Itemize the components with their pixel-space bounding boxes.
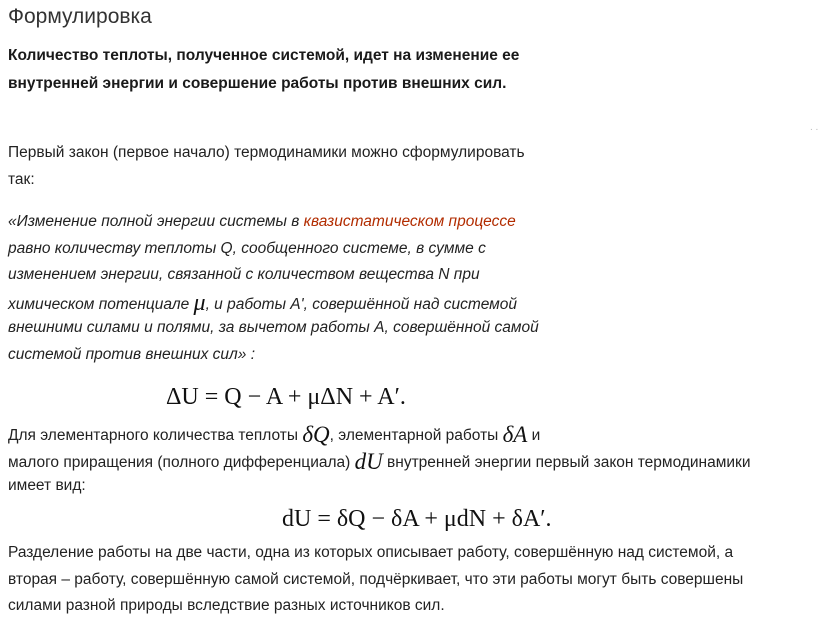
quote-line-3: изменением энергии, связанной с количеством вещества N при <box>8 266 480 283</box>
quasistatic-process-link[interactable]: квазистатическом процессе <box>303 213 516 230</box>
quote-line-2: равно количеству теплоты Q, сообщенного системе, в сумме с <box>8 240 486 257</box>
stray-dots: . . <box>810 122 819 133</box>
intro-line-1: Первый закон (первое начало) термодинамики можно сформулировать <box>8 144 525 161</box>
quote-line-4-end: , и работы A', совершённой над системой <box>205 296 518 313</box>
elementary-text-d: малого приращения (полного дифференциала) <box>8 454 355 471</box>
elementary-line-2 <box>8 449 751 475</box>
conclusion-line-1: Разделение работы на две части, одна из которых описывает работу, совершённую над системой, а <box>8 544 734 561</box>
delta-q-symbol: δQ <box>302 422 330 447</box>
quote-line-4-start: химическом потенциале <box>8 296 194 313</box>
du-symbol: dU <box>354 449 383 474</box>
elementary-text-a: Для элементарного количества теплоты <box>8 427 303 444</box>
conclusion-line-3: силами разной природы вследствие разных источников сил. <box>8 597 445 614</box>
quote-line-4 <box>8 290 517 317</box>
quote-line-6: системой против внешних сил» : <box>8 346 256 363</box>
statement-line-2: внутренней энергии и совершение работы против внешних сил. <box>8 75 507 92</box>
elementary-text-e: внутренней энергии первый закон термодинамики <box>382 454 751 471</box>
section-title: Формулировка <box>8 5 152 28</box>
statement-line-1: Количество теплоты, полученное системой, идет на изменение ее <box>8 47 520 64</box>
delta-a-symbol: δA <box>502 422 528 447</box>
quote-line-1 <box>8 213 516 231</box>
conclusion-line-2: вторая – работу, совершённую самой системой, подчёркивает, что эти работы могут быть совершены <box>8 571 744 588</box>
quote-text-start: «Изменение полной энергии системы в <box>8 213 304 230</box>
elementary-text-c: и <box>527 427 541 444</box>
elementary-line-3: имеет вид: <box>8 477 86 494</box>
intro-line-2: так: <box>8 171 35 188</box>
formula-1: ΔU = Q − A + μΔN + A′. <box>166 384 406 410</box>
quote-line-5: внешними силами и полями, за вычетом работы A, совершённой самой <box>8 319 539 336</box>
elementary-text-b: , элементарной работы <box>329 427 503 444</box>
formula-2: dU = δQ − δA + μdN + δA′. <box>282 506 552 532</box>
elementary-line-1 <box>8 422 540 448</box>
mu-symbol: μ <box>193 290 206 316</box>
